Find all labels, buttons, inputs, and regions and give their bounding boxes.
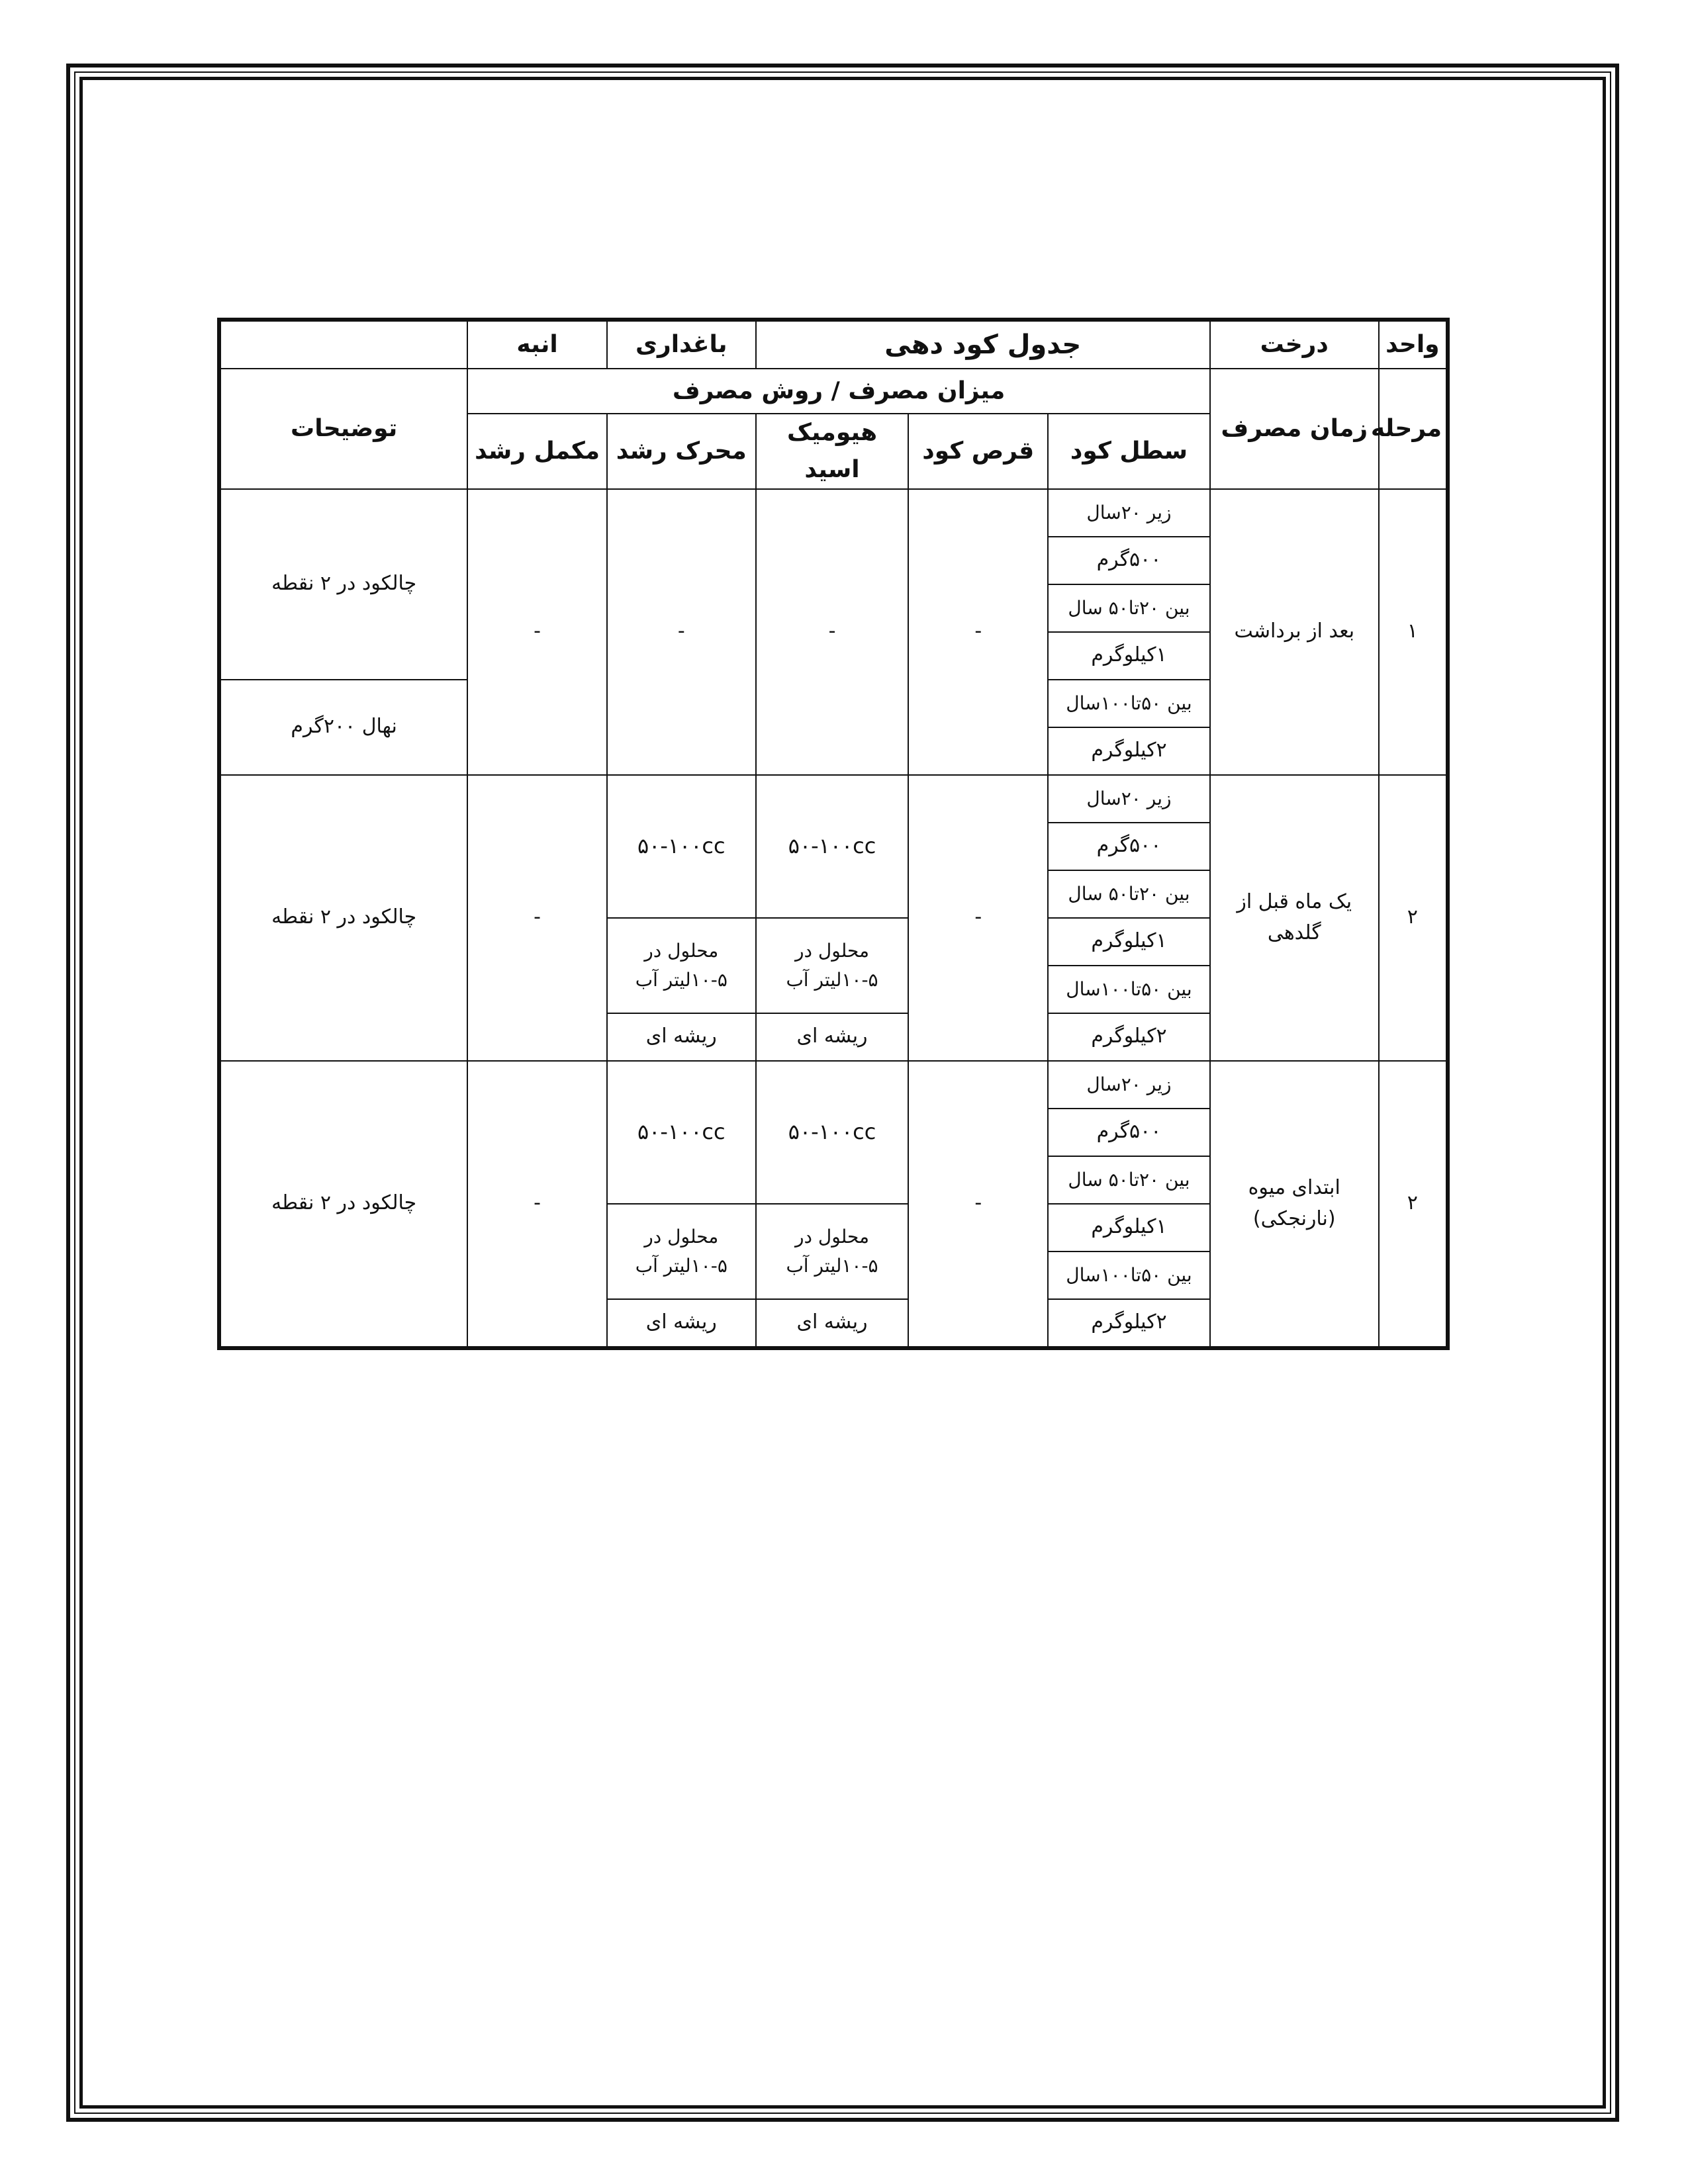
stage-2-humic-amount: ۵۰-۱۰۰cc <box>756 775 909 918</box>
bucket-cell: بین ۲۰تا۵۰ سال <box>1048 1156 1210 1204</box>
table-title: جدول کود دهی <box>756 320 1210 369</box>
stage-1-notes-top: چالکود در ۲ نقطه <box>219 489 467 680</box>
stage-1-time: بعد از برداشت <box>1210 489 1379 775</box>
bucket-cell: ۲کیلوگرم <box>1048 1013 1210 1061</box>
stage-3-tablet: - <box>908 1061 1048 1348</box>
bucket-cell: زیر ۲۰سال <box>1048 489 1210 537</box>
col-tablet: قرص کود <box>908 414 1048 489</box>
stage-2-growth-method: ریشه ای <box>607 1013 756 1061</box>
bucket-cell: ۲کیلوگرم <box>1048 1299 1210 1348</box>
bucket-cell: بین ۵۰تا۱۰۰سال <box>1048 966 1210 1013</box>
stage-2-growth-amount: ۵۰-۱۰۰cc <box>607 775 756 918</box>
stage-3-number: ۲ <box>1379 1061 1448 1348</box>
stage-1-tablet: - <box>908 489 1048 775</box>
stage-2-supplement: - <box>467 775 607 1061</box>
bucket-cell: زیر ۲۰سال <box>1048 1061 1210 1109</box>
notes-label: توضیحات <box>219 369 467 489</box>
stage-2-number: ۲ <box>1379 775 1448 1061</box>
fertilization-table <box>217 318 1450 1350</box>
department-label: باغداری <box>607 320 756 369</box>
stage-1-notes-bottom: نهال ۲۰۰گرم <box>219 680 467 775</box>
stage-1-number: ۱ <box>1379 489 1448 775</box>
stage-2-time: یک ماه قبل از گلدهی <box>1210 775 1379 1061</box>
bucket-cell: ۲کیلوگرم <box>1048 727 1210 775</box>
unit-label: واحد <box>1379 320 1448 369</box>
stage-3-supplement: - <box>467 1061 607 1348</box>
bucket-cell: بین ۵۰تا۱۰۰سال <box>1048 1251 1210 1299</box>
col-growth: محرک رشد <box>607 414 756 489</box>
crop-label: انبه <box>467 320 607 369</box>
stage-3-humic-amount: ۵۰-۱۰۰cc <box>756 1061 909 1204</box>
bucket-cell: ۵۰۰گرم <box>1048 537 1210 584</box>
amount-method-label: میزان مصرف / روش مصرف <box>467 369 1210 414</box>
stage-3-growth-method: ریشه ای <box>607 1299 756 1348</box>
stage-2-notes: چالکود در ۲ نقطه <box>219 775 467 1061</box>
col-bucket: سطل کود <box>1048 414 1210 489</box>
col-supplement: مکمل رشد <box>467 414 607 489</box>
stage-3-humic-solution: محلول در ۵-۱۰لیتر آب <box>756 1204 909 1299</box>
bucket-cell: بین ۲۰تا۵۰ سال <box>1048 584 1210 632</box>
stage-3-humic-method: ریشه ای <box>756 1299 909 1348</box>
stage-1-supplement: - <box>467 489 607 775</box>
bucket-cell: ۵۰۰گرم <box>1048 823 1210 870</box>
bucket-cell: ۱کیلوگرم <box>1048 1204 1210 1251</box>
bucket-cell: ۵۰۰گرم <box>1048 1109 1210 1156</box>
stage-label: مرحله <box>1379 369 1448 489</box>
time-label: زمان مصرف <box>1210 369 1379 489</box>
bucket-cell: ۱کیلوگرم <box>1048 918 1210 966</box>
stage-2-humic-method: ریشه ای <box>756 1013 909 1061</box>
stage-3-time: ابتدای میوه (نارنجکی) <box>1210 1061 1379 1348</box>
stage-1-growth: - <box>607 489 756 775</box>
bucket-cell: بین ۲۰تا۵۰ سال <box>1048 870 1210 918</box>
stage-3-notes: چالکود در ۲ نقطه <box>219 1061 467 1348</box>
tree-label: درخت <box>1210 320 1379 369</box>
stage-2-growth-solution: محلول در ۵-۱۰لیتر آب <box>607 918 756 1013</box>
empty-header-cell <box>219 320 467 369</box>
bucket-cell: زیر ۲۰سال <box>1048 775 1210 823</box>
bucket-cell: ۱کیلوگرم <box>1048 632 1210 680</box>
stage-2-tablet: - <box>908 775 1048 1061</box>
stage-2-humic-solution: محلول در ۵-۱۰لیتر آب <box>756 918 909 1013</box>
stage-3-growth-solution: محلول در ۵-۱۰لیتر آب <box>607 1204 756 1299</box>
bucket-cell: بین ۵۰تا۱۰۰سال <box>1048 680 1210 727</box>
stage-3-growth-amount: ۵۰-۱۰۰cc <box>607 1061 756 1204</box>
col-humic: هیومیک اسید <box>756 414 909 489</box>
stage-1-humic: - <box>756 489 909 775</box>
